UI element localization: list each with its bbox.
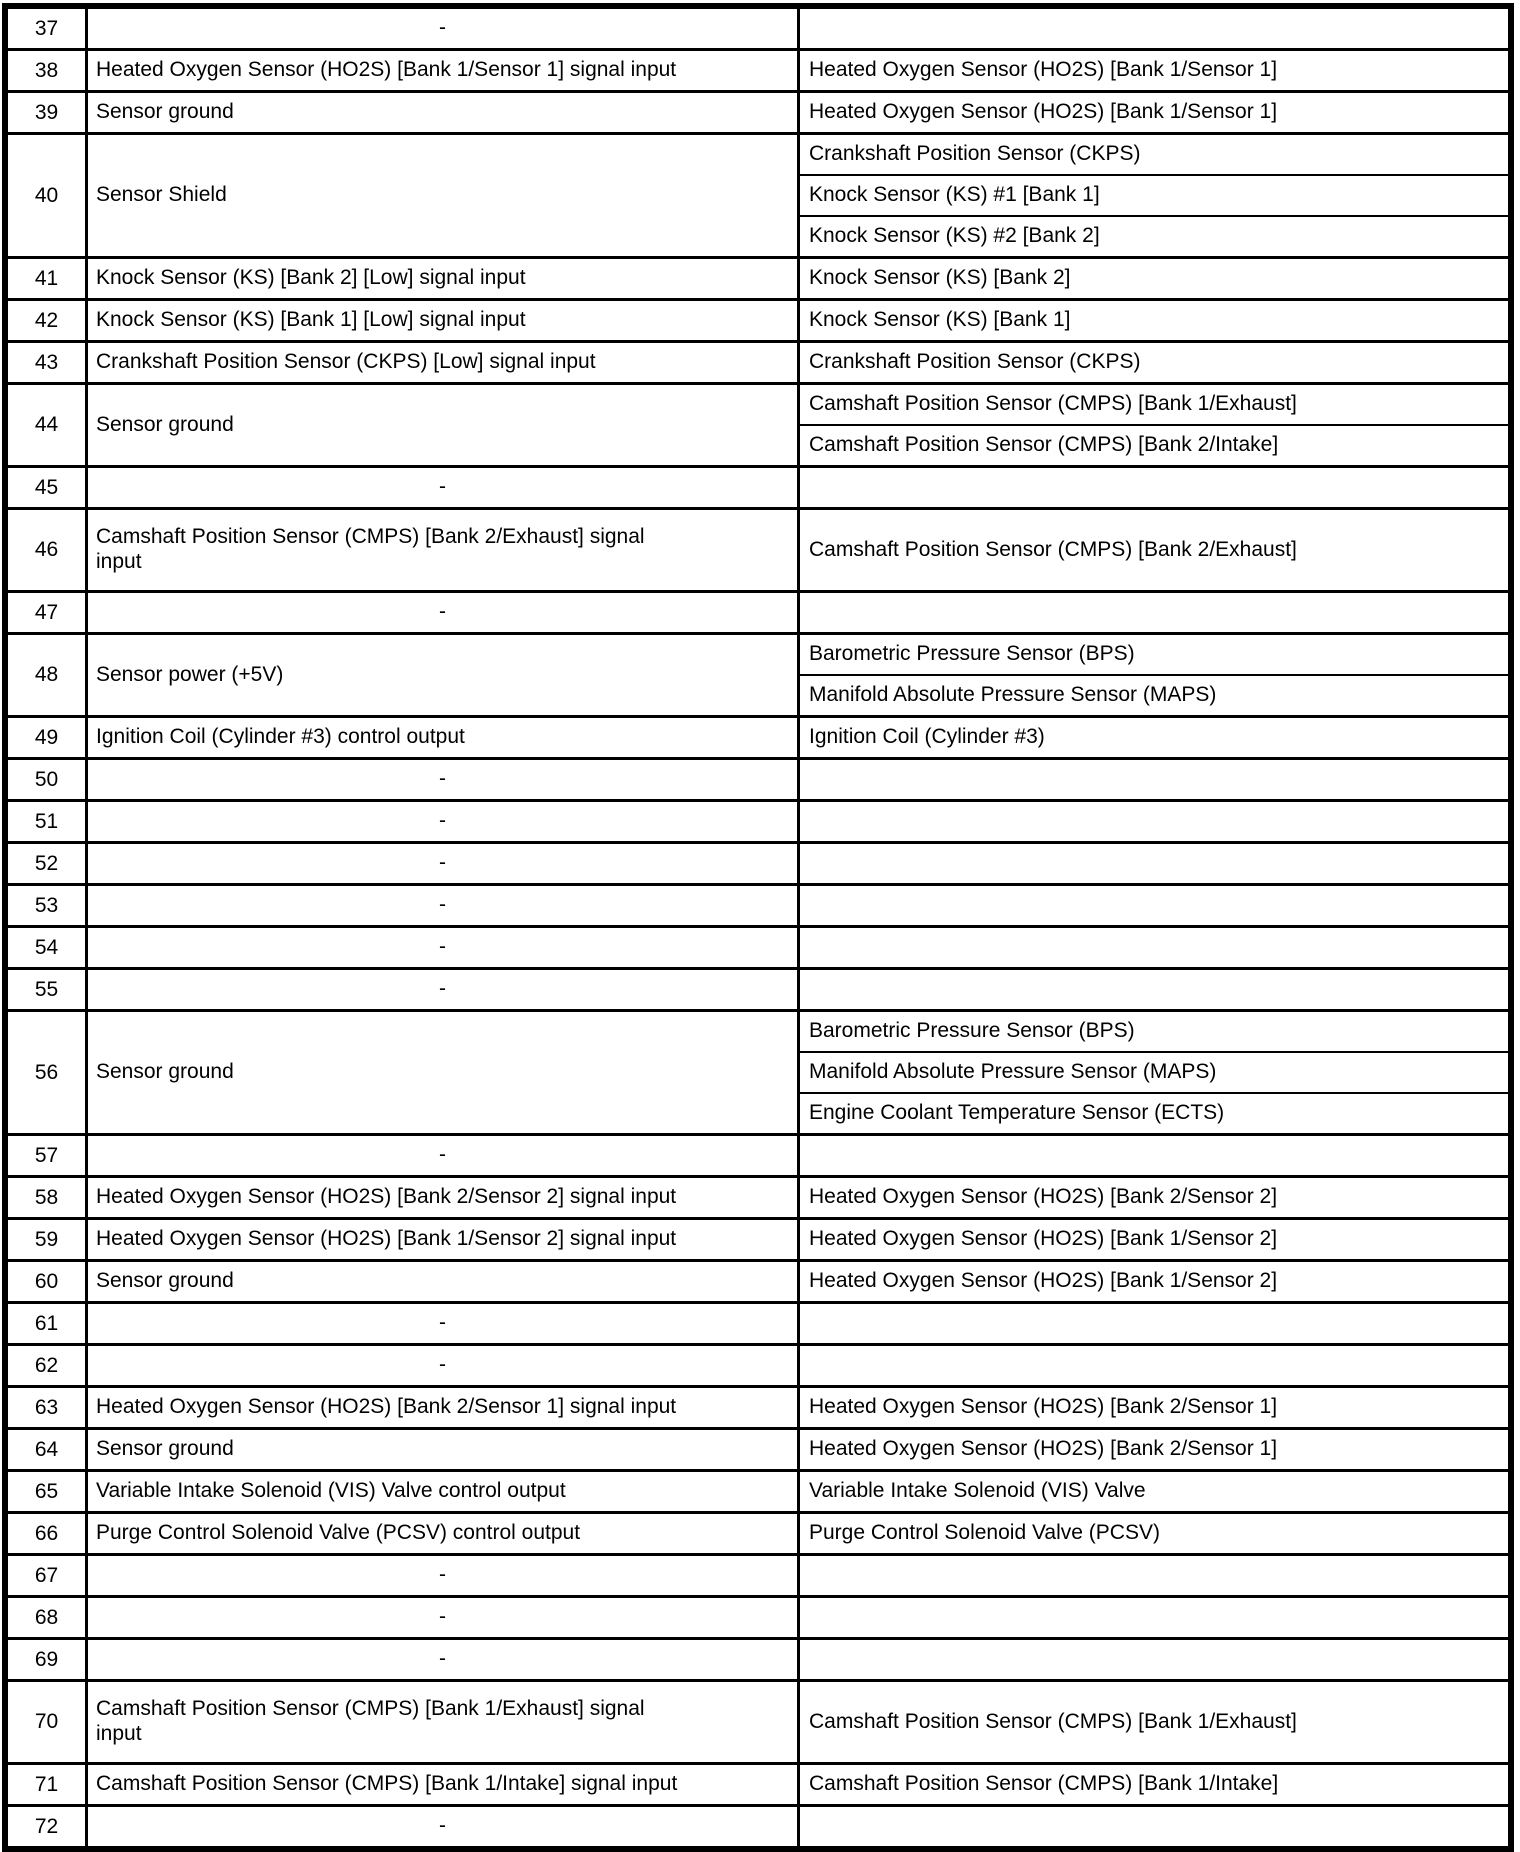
- description-cell: -: [88, 1136, 800, 1175]
- component-column: [800, 1640, 1508, 1679]
- pin-number-cell: 57: [8, 1136, 88, 1175]
- component-cell: Knock Sensor (KS) [Bank 1]: [809, 308, 1071, 332]
- component-cell: Knock Sensor (KS) [Bank 2]: [809, 266, 1071, 290]
- table-row: [8, 1637, 1508, 1679]
- description-cell: Sensor ground: [88, 93, 800, 132]
- component-cell: [800, 1640, 1508, 1679]
- component-cell: [800, 760, 1508, 799]
- component-column: [800, 301, 1508, 340]
- component-column: [800, 970, 1508, 1009]
- component-column: [800, 468, 1508, 507]
- pin-number-cell: 66: [8, 1514, 88, 1553]
- pin-number-cell: 71: [8, 1765, 88, 1804]
- pin-number-cell: 56: [8, 1012, 88, 1133]
- pin-number-cell: 45: [8, 468, 88, 507]
- description-cell: -: [88, 1807, 800, 1846]
- description-cell: Sensor power (+5V): [88, 635, 800, 715]
- table-row: [8, 256, 1508, 298]
- component-cell: [800, 1598, 1508, 1637]
- table-row: [8, 841, 1508, 883]
- component-column: [800, 1682, 1508, 1762]
- component-cell: Heated Oxygen Sensor (HO2S) [Bank 2/Sensor 1]: [809, 1437, 1278, 1461]
- component-cell: Heated Oxygen Sensor (HO2S) [Bank 2/Sensor 2]: [809, 1185, 1278, 1209]
- component-column: [800, 1765, 1508, 1804]
- component-cell: Heated Oxygen Sensor (HO2S) [Bank 1/Sensor 2]: [809, 1227, 1278, 1251]
- description-cell: -: [88, 593, 800, 632]
- pin-number-cell: 42: [8, 301, 88, 340]
- component-column: [800, 510, 1508, 590]
- component-cell: Knock Sensor (KS) #2 [Bank 2]: [800, 215, 1508, 256]
- description-cell: -: [88, 1556, 800, 1595]
- table-row: [8, 132, 1508, 256]
- description-cell: -: [88, 1598, 800, 1637]
- component-cell: [800, 1807, 1508, 1846]
- table-row: [8, 340, 1508, 382]
- pin-number-cell: 69: [8, 1640, 88, 1679]
- description-cell: -: [88, 1346, 800, 1385]
- description-cell: -: [88, 760, 800, 799]
- description-cell: Heated Oxygen Sensor (HO2S) [Bank 2/Sensor 2] signal input: [88, 1178, 800, 1217]
- component-column: [800, 385, 1508, 465]
- component-cell: Barometric Pressure Sensor (BPS): [809, 642, 1135, 666]
- table-row: [8, 967, 1508, 1009]
- component-cell: Barometric Pressure Sensor (BPS): [809, 1019, 1135, 1043]
- description-line: input: [96, 550, 142, 573]
- description-cell: [88, 510, 800, 590]
- table-row: [8, 1595, 1508, 1637]
- description-cell: Heated Oxygen Sensor (HO2S) [Bank 2/Sensor 1] signal input: [88, 1388, 800, 1427]
- pin-number-cell: 55: [8, 970, 88, 1009]
- pin-number-cell: 39: [8, 93, 88, 132]
- pin-number-cell: 50: [8, 760, 88, 799]
- pin-number-cell: 70: [8, 1682, 88, 1762]
- table-row: [8, 799, 1508, 841]
- component-cell: Variable Intake Solenoid (VIS) Valve: [809, 1479, 1146, 1503]
- pin-number-cell: 44: [8, 385, 88, 465]
- table-row: [8, 590, 1508, 632]
- component-cell: Heated Oxygen Sensor (HO2S) [Bank 1/Sensor 1]: [809, 58, 1278, 82]
- component-cell: Ignition Coil (Cylinder #3): [809, 725, 1045, 749]
- table-row: [8, 507, 1508, 590]
- component-cell: Manifold Absolute Pressure Sensor (MAPS): [800, 1051, 1508, 1092]
- pin-number-cell: 63: [8, 1388, 88, 1427]
- component-cell: [800, 1136, 1508, 1175]
- component-cell: [800, 844, 1508, 883]
- component-cell: [800, 886, 1508, 925]
- description-cell: Sensor ground: [88, 1262, 800, 1301]
- pin-number-cell: 46: [8, 510, 88, 590]
- component-cell: Engine Coolant Temperature Sensor (ECTS): [800, 1092, 1508, 1133]
- description-cell: [88, 1682, 800, 1762]
- description-cell: -: [88, 802, 800, 841]
- component-cell: Knock Sensor (KS) #1 [Bank 1]: [800, 174, 1508, 215]
- component-column: [800, 635, 1508, 715]
- component-cell: [800, 802, 1508, 841]
- component-column: [800, 343, 1508, 382]
- pin-number-cell: 72: [8, 1807, 88, 1846]
- table-row: [8, 1804, 1508, 1846]
- table-row: [8, 1762, 1508, 1804]
- pin-number-cell: 68: [8, 1598, 88, 1637]
- component-column: [800, 51, 1508, 90]
- table-row: [8, 1175, 1508, 1217]
- description-line: Camshaft Position Sensor (CMPS) [Bank 1/Exhaust] signal: [96, 1697, 645, 1721]
- component-column: [800, 1346, 1508, 1385]
- component-cell: Camshaft Position Sensor (CMPS) [Bank 2/Intake]: [800, 424, 1508, 465]
- pin-number-cell: 54: [8, 928, 88, 967]
- table-row: [8, 715, 1508, 757]
- pin-number-cell: 41: [8, 259, 88, 298]
- description-cell: -: [88, 844, 800, 883]
- component-column: [800, 135, 1508, 256]
- component-cell: [800, 928, 1508, 967]
- component-cell: Crankshaft Position Sensor (CKPS): [809, 142, 1141, 166]
- component-column: [800, 718, 1508, 757]
- table-row: [8, 757, 1508, 799]
- pin-number-cell: 59: [8, 1220, 88, 1259]
- table-row: [8, 1009, 1508, 1133]
- description-cell: Heated Oxygen Sensor (HO2S) [Bank 1/Sensor 2] signal input: [88, 1220, 800, 1259]
- table-row: [8, 1553, 1508, 1595]
- component-column: [800, 1136, 1508, 1175]
- description-cell: Purge Control Solenoid Valve (PCSV) control output: [88, 1514, 800, 1553]
- description-cell: -: [88, 928, 800, 967]
- table-row: [8, 1259, 1508, 1301]
- pin-number-cell: 38: [8, 51, 88, 90]
- component-column: [800, 1598, 1508, 1637]
- component-column: [800, 1807, 1508, 1846]
- component-cell: Heated Oxygen Sensor (HO2S) [Bank 2/Sensor 1]: [809, 1395, 1278, 1419]
- pin-number-cell: 48: [8, 635, 88, 715]
- table-row: [8, 1343, 1508, 1385]
- description-line: Camshaft Position Sensor (CMPS) [Bank 2/Exhaust] signal: [96, 525, 645, 549]
- pin-number-cell: 61: [8, 1304, 88, 1343]
- table-row: [8, 1679, 1508, 1762]
- pin-number-cell: 43: [8, 343, 88, 382]
- component-column: [800, 1388, 1508, 1427]
- component-cell: [800, 1346, 1508, 1385]
- component-column: [800, 1178, 1508, 1217]
- table-row: [8, 1469, 1508, 1511]
- pin-number-cell: 40: [8, 135, 88, 256]
- component-cell: [800, 593, 1508, 632]
- component-column: [800, 1304, 1508, 1343]
- description-cell: Knock Sensor (KS) [Bank 2] [Low] signal input: [88, 259, 800, 298]
- connector-pinout-table: [2, 3, 1514, 1852]
- component-column: [800, 886, 1508, 925]
- table-row: [8, 298, 1508, 340]
- description-cell: Sensor ground: [88, 385, 800, 465]
- component-cell: Camshaft Position Sensor (CMPS) [Bank 1/Intake]: [809, 1772, 1279, 1796]
- table-row: [8, 632, 1508, 715]
- component-cell: Heated Oxygen Sensor (HO2S) [Bank 1/Sensor 1]: [809, 100, 1278, 124]
- pin-number-cell: 37: [8, 9, 88, 48]
- table-row: [8, 925, 1508, 967]
- pin-number-cell: 64: [8, 1430, 88, 1469]
- component-cell: [800, 9, 1508, 48]
- table-row: [8, 9, 1508, 48]
- pin-number-cell: 47: [8, 593, 88, 632]
- component-cell: Heated Oxygen Sensor (HO2S) [Bank 1/Sensor 2]: [809, 1269, 1278, 1293]
- table-row: [8, 48, 1508, 90]
- pin-number-cell: 58: [8, 1178, 88, 1217]
- description-cell: -: [88, 970, 800, 1009]
- pin-number-cell: 67: [8, 1556, 88, 1595]
- description-cell: Crankshaft Position Sensor (CKPS) [Low] signal input: [88, 343, 800, 382]
- component-column: [800, 802, 1508, 841]
- pin-number-cell: 62: [8, 1346, 88, 1385]
- description-cell: Ignition Coil (Cylinder #3) control output: [88, 718, 800, 757]
- component-column: [800, 259, 1508, 298]
- component-cell: Camshaft Position Sensor (CMPS) [Bank 2/Exhaust]: [809, 537, 1297, 561]
- description-cell: Sensor ground: [88, 1012, 800, 1133]
- description-cell: -: [88, 886, 800, 925]
- table-row: [8, 1385, 1508, 1427]
- component-column: [800, 9, 1508, 48]
- component-column: [800, 593, 1508, 632]
- component-cell: [800, 1556, 1508, 1595]
- description-cell: -: [88, 9, 800, 48]
- table-row: [8, 382, 1508, 465]
- component-column: [800, 1556, 1508, 1595]
- component-cell: Crankshaft Position Sensor (CKPS): [809, 350, 1141, 374]
- table-row: [8, 1217, 1508, 1259]
- component-cell: [800, 1304, 1508, 1343]
- component-column: [800, 93, 1508, 132]
- pin-number-cell: 53: [8, 886, 88, 925]
- table-row: [8, 883, 1508, 925]
- description-cell: Variable Intake Solenoid (VIS) Valve control output: [88, 1472, 800, 1511]
- component-cell: [800, 970, 1508, 1009]
- table-row: [8, 1133, 1508, 1175]
- component-column: [800, 760, 1508, 799]
- component-column: [800, 928, 1508, 967]
- description-cell: Heated Oxygen Sensor (HO2S) [Bank 1/Sensor 1] signal input: [88, 51, 800, 90]
- description-cell: -: [88, 1640, 800, 1679]
- component-cell: Camshaft Position Sensor (CMPS) [Bank 1/Exhaust]: [809, 392, 1297, 416]
- component-column: [800, 1472, 1508, 1511]
- component-column: [800, 1220, 1508, 1259]
- description-cell: -: [88, 1304, 800, 1343]
- pin-number-cell: 60: [8, 1262, 88, 1301]
- description-line: input: [96, 1722, 142, 1745]
- component-cell: [800, 468, 1508, 507]
- component-cell: Purge Control Solenoid Valve (PCSV): [809, 1521, 1160, 1545]
- component-cell: Manifold Absolute Pressure Sensor (MAPS): [800, 674, 1508, 715]
- pin-number-cell: 49: [8, 718, 88, 757]
- description-cell: -: [88, 468, 800, 507]
- pin-number-cell: 52: [8, 844, 88, 883]
- table-row: [8, 1427, 1508, 1469]
- component-column: [800, 844, 1508, 883]
- description-cell: Sensor ground: [88, 1430, 800, 1469]
- component-column: [800, 1262, 1508, 1301]
- description-cell: Camshaft Position Sensor (CMPS) [Bank 1/Intake] signal input: [88, 1765, 800, 1804]
- pin-number-cell: 65: [8, 1472, 88, 1511]
- table-row: [8, 1511, 1508, 1553]
- component-cell: Camshaft Position Sensor (CMPS) [Bank 1/Exhaust]: [809, 1709, 1297, 1733]
- description-cell: Knock Sensor (KS) [Bank 1] [Low] signal input: [88, 301, 800, 340]
- table-row: [8, 465, 1508, 507]
- pin-number-cell: 51: [8, 802, 88, 841]
- component-column: [800, 1514, 1508, 1553]
- component-column: [800, 1430, 1508, 1469]
- description-cell: Sensor Shield: [88, 135, 800, 256]
- component-column: [800, 1012, 1508, 1133]
- table-row: [8, 90, 1508, 132]
- table-row: [8, 1301, 1508, 1343]
